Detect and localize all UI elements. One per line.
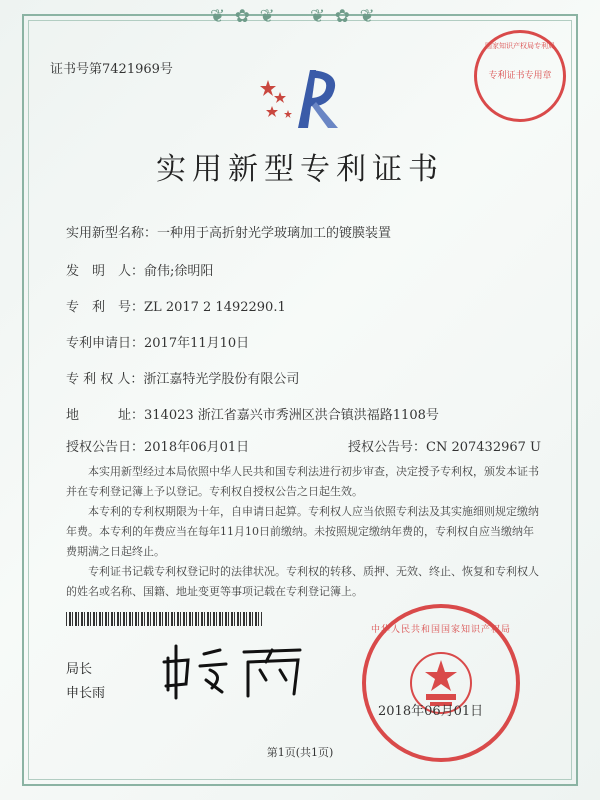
field-label: 专 利 号： [66,300,145,315]
field-utility-name [66,222,391,241]
field-grant-number [348,436,541,455]
seal-date: 2018年06月01日 [378,704,484,719]
top-ornament-left: ❦ ✿ ❦ [210,6,277,27]
paragraph-legal-status: 专利证书记载专利权登记时的法律状况。专利权的转移、质押、无效、终止、恢复和专利权人的姓名或名称、国籍、地址变更等事项记载在专利登记簿上。 [66,565,539,598]
director-signature [160,640,310,700]
field-value: ZL 2017 2 1492290.1 [144,300,286,315]
top-ornament-right: ❦ ✿ ❦ [310,6,377,27]
certificate-title: 实用新型专利证书 [156,152,444,187]
field-label: 实用新型名称： [66,226,158,241]
small-seal-ring-text: 国家知识产权局专利局 [485,42,555,50]
paragraph-grant-statement: 本实用新型经过本局依照中华人民共和国专利法进行初步审查，决定授予专利权，颁发本证书并在专利登记簿上予以登记。专利权自授权公告之日起生效。 [66,465,539,498]
small-seal-core-text: 专利证书专用章 [488,71,552,81]
field-value: 俞伟;徐明阳 [144,264,214,279]
director-name: 申长雨 [66,686,106,701]
paragraph-term-statement: 本专利的专利权期限为十年，自申请日起算。专利权人应当依照专利法及其实施细则规定缴纳年费。本专利的年费应当在每年11月10日前缴纳。未按照规定缴纳年费的，专利权自应当缴纳年费期满之日起终止。 [66,505,539,558]
field-label: 发 明 人： [66,264,145,279]
field-inventor [66,260,213,279]
field-label: 授权公告日： [66,440,145,455]
barcode [66,612,262,626]
certificate-number: 证书号第7421969号 [50,62,173,77]
small-seal-stamp [474,30,566,122]
field-patentee [66,368,299,387]
large-seal-ring-text: 中华人民共和国国家知识产权局 [370,625,511,635]
patent-office-logo-icon [258,62,348,132]
field-value: 一种用于高折射光学玻璃加工的镀膜装置 [157,226,392,241]
field-value: CN 207432967 U [426,440,541,455]
director-title: 局长 [66,662,93,677]
field-label: 专 利 权 人： [66,372,144,387]
field-value: 浙江嘉特光学股份有限公司 [143,372,300,387]
field-application-date [66,332,249,351]
field-label: 授权公告号： [348,440,427,455]
field-address [66,404,439,423]
page-footer: 第1页(共1页) [266,746,334,759]
national-ip-seal [362,604,520,762]
field-label: 地 址： [66,408,145,423]
field-value: 314023 浙江省嘉兴市秀洲区洪合镇洪福路1108号 [144,408,439,423]
field-value: 2017年11月10日 [144,336,250,351]
field-patent-number [66,296,286,315]
field-grant-date [66,436,249,455]
field-value: 2018年06月01日 [144,440,250,455]
field-label: 专利申请日： [66,336,145,351]
